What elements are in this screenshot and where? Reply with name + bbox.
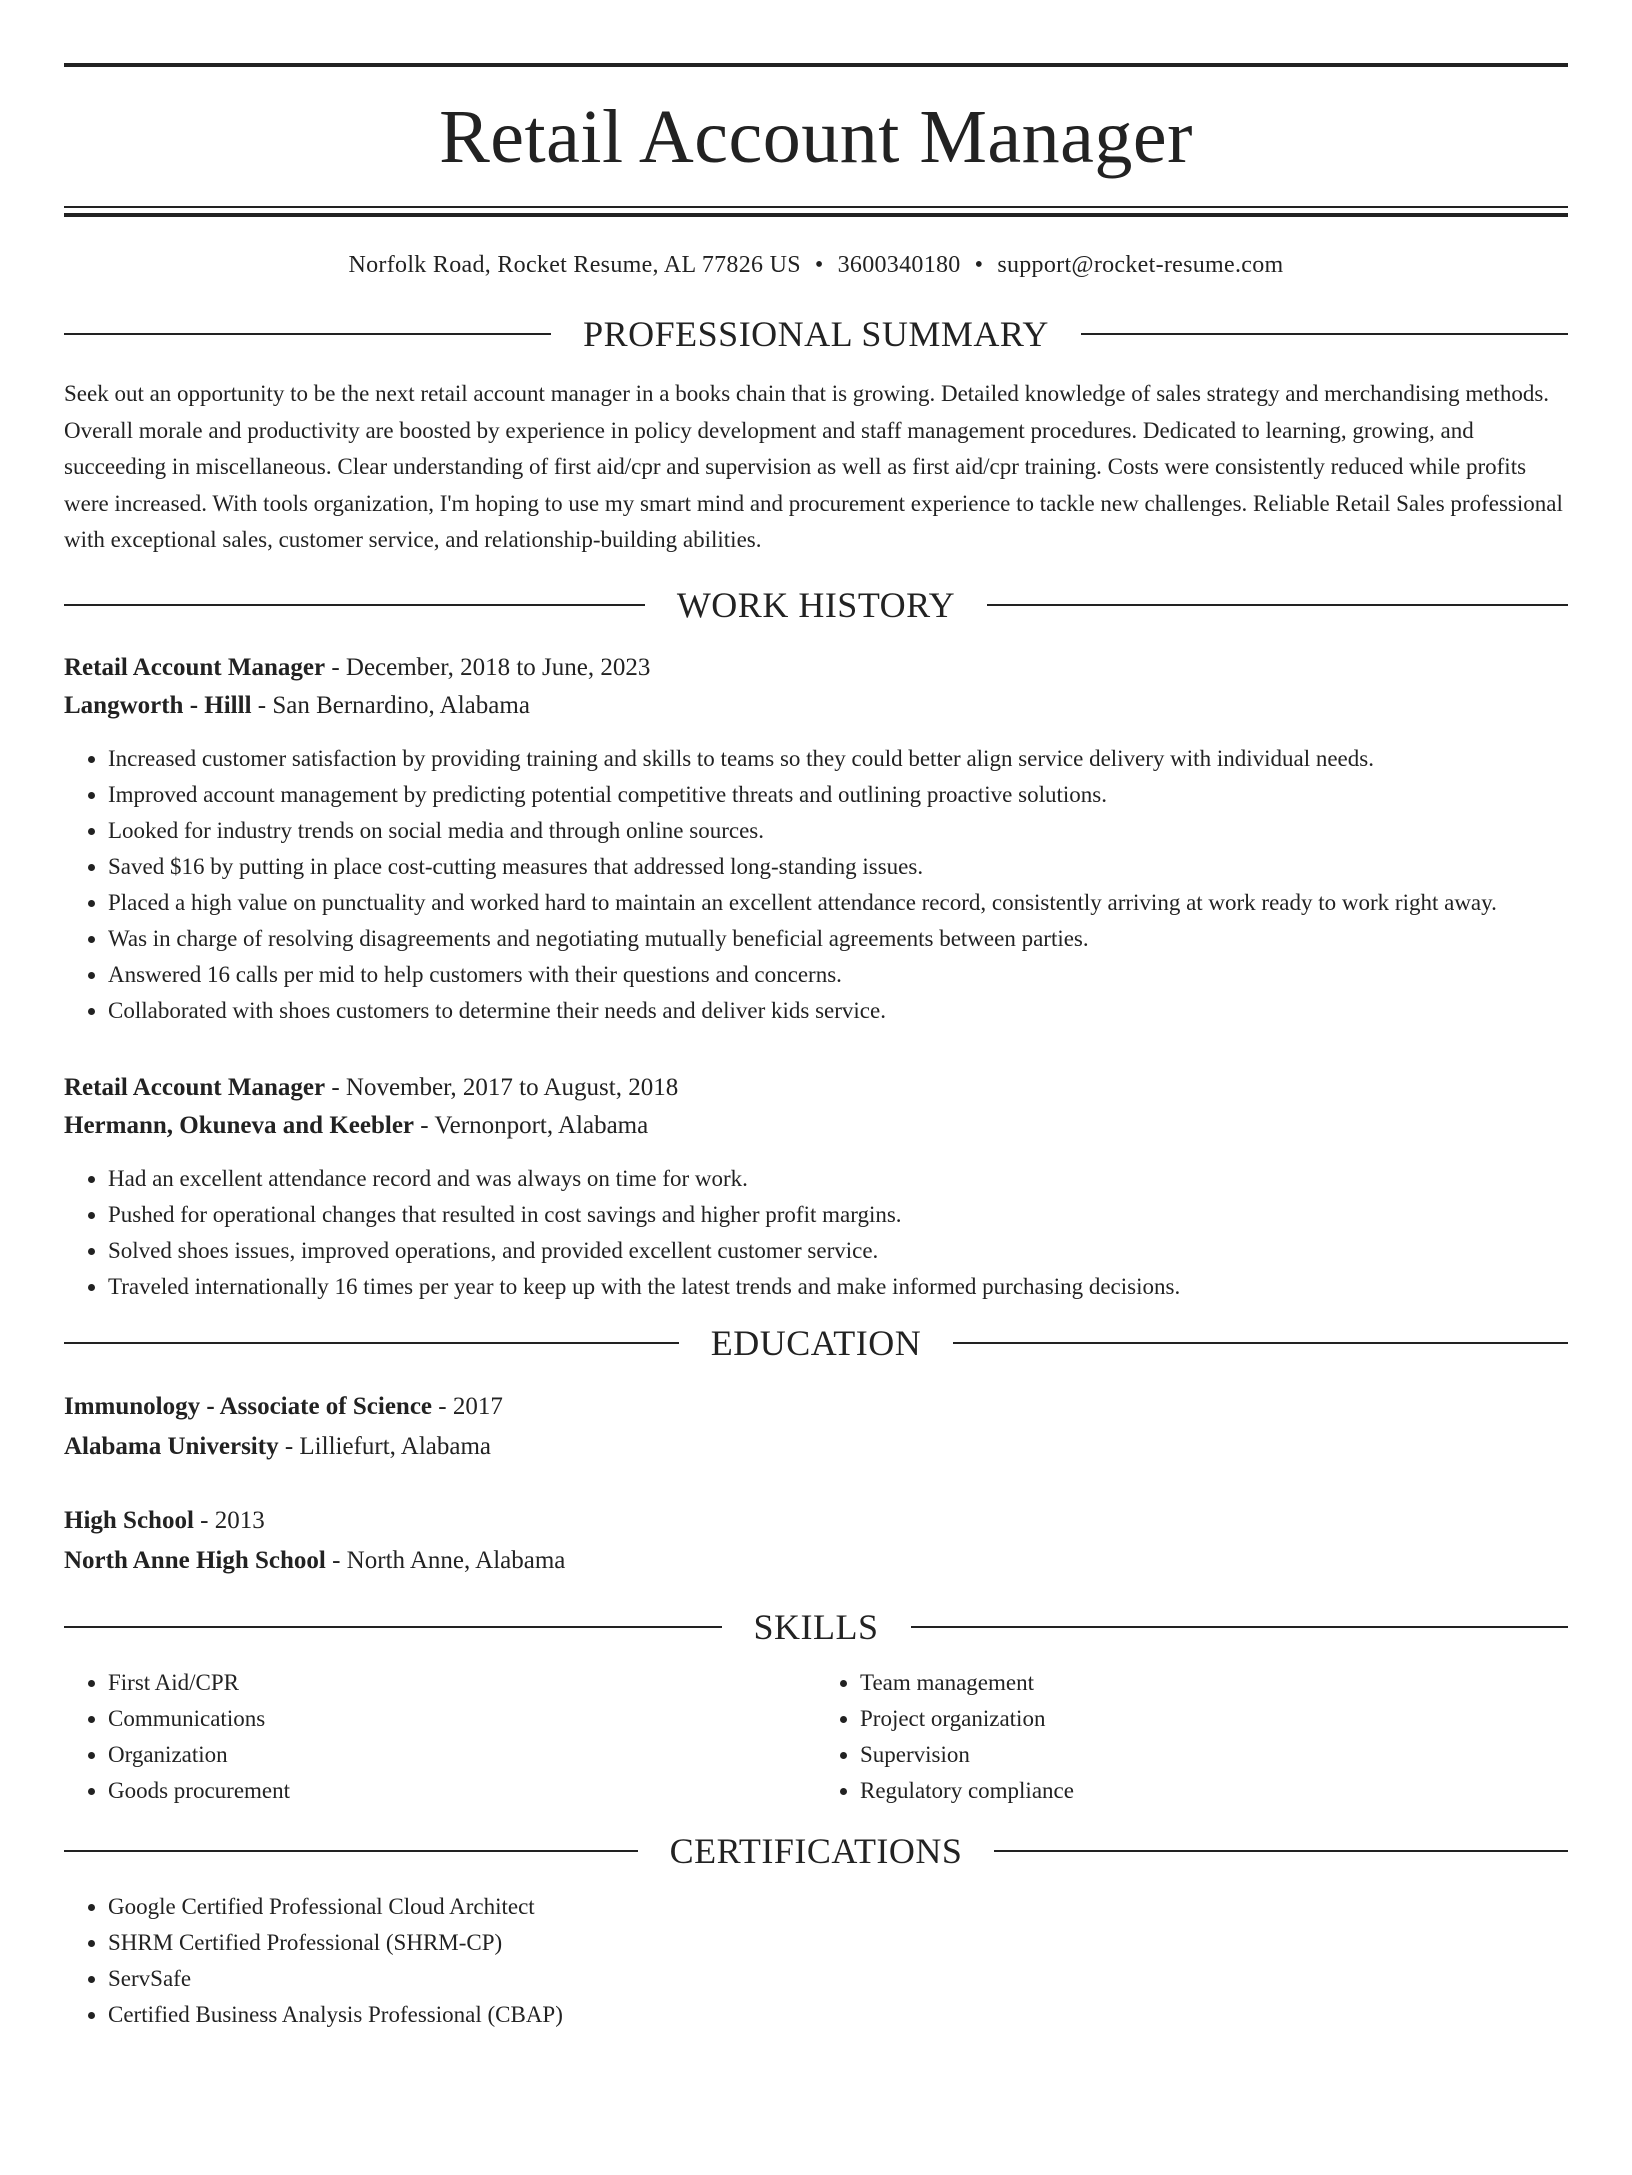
education-year: - 2013 xyxy=(193,1506,265,1534)
list-item: • Pushed for operational changes that resulted in cost savings and higher profit margins. xyxy=(108,1197,1568,1233)
list-item: • Increased customer satisfaction by providing training and skills to teams so they could better align service delivery with individual needs. xyxy=(108,741,1568,777)
list-item: • Saved $16 by putting in place cost-cutting measures that addressed long-standing issues. xyxy=(108,849,1568,885)
job-company-line xyxy=(64,687,1568,725)
summary-paragraph: Seek out an opportunity to be the next retail account manager in a books chain that is growing. Detailed knowledge of sales strategy and merchandising methods. Overall morale and productivity are boosted by experience in policy development and staff management procedures. Dedicated to learning, growing, and succeeding in miscellaneous. Clear understanding of first aid/cpr and supervision as well as first aid/cpr training. Costs were consistently reduced while profits were increased. With tools organization, I'm hoping to use my smart mind and procurement experience to tackle new challenges. Reliable Retail Sales professional with exceptional sales, customer service, and relationship-building abilities. xyxy=(64,381,1563,552)
job-entry xyxy=(64,649,1568,1029)
job-title-line xyxy=(64,1069,1568,1107)
list-item: • Placed a high value on punctuality and worked hard to maintain an excellent attendance record, consistently arriving at work ready to work right away. xyxy=(108,885,1568,921)
job-title: Retail Account Manager xyxy=(64,1073,326,1101)
section-rule-left xyxy=(64,604,645,606)
education-degree: Immunology - Associate of Science xyxy=(64,1392,433,1420)
job-title-line xyxy=(64,649,1568,687)
list-item: • Regulatory compliance xyxy=(860,1773,1568,1809)
list-item: • Improved account management by predicting potential competitive threats and outlining proactive solutions. xyxy=(108,777,1568,813)
skills-list-right xyxy=(816,1665,1568,1809)
education-degree: High School xyxy=(64,1506,194,1534)
contact-separator: • xyxy=(974,252,984,278)
list-item: • Collaborated with shoes customers to determine their needs and deliver kids service. xyxy=(108,993,1568,1029)
section-header-skills xyxy=(64,1607,1568,1647)
section-rule-left xyxy=(64,1342,679,1344)
list-item: • Project organization xyxy=(860,1701,1568,1737)
job-company: Langworth - Hilll xyxy=(64,691,252,719)
job-bullets xyxy=(64,741,1568,1029)
list-item: • SHRM Certified Professional (SHRM-CP) xyxy=(108,1925,1568,1961)
section-rule-right xyxy=(987,604,1568,606)
education-location: - North Anne, Alabama xyxy=(325,1546,566,1574)
certifications-list xyxy=(64,1889,1568,2033)
education-school-line xyxy=(64,1541,1568,1581)
section-header-summary xyxy=(64,314,1568,354)
education-entry xyxy=(64,1387,1568,1467)
section-header-work xyxy=(64,585,1568,625)
skills-list-left xyxy=(64,1665,816,1809)
section-rule-right xyxy=(911,1626,1569,1628)
section-title-summary: PROFESSIONAL SUMMARY xyxy=(583,314,1049,354)
education-school-line xyxy=(64,1427,1568,1467)
section-title-work: WORK HISTORY xyxy=(676,584,956,625)
header-double-rule xyxy=(64,206,1568,217)
list-item: • Google Certified Professional Cloud Architect xyxy=(108,1889,1568,1925)
job-dates: - November, 2017 to August, 2018 xyxy=(325,1073,679,1101)
contact-separator: • xyxy=(814,252,824,278)
list-item: • Goods procurement xyxy=(108,1773,816,1809)
section-header-certifications xyxy=(64,1831,1568,1871)
list-item: • Organization xyxy=(108,1737,816,1773)
education-degree-line xyxy=(64,1501,1568,1541)
section-header-education xyxy=(64,1323,1568,1363)
job-company-line xyxy=(64,1107,1568,1145)
job-location: - San Bernardino, Alabama xyxy=(251,691,530,719)
education-school: North Anne High School xyxy=(64,1546,326,1574)
job-location: - Vernonport, Alabama xyxy=(414,1111,649,1139)
education-degree-line xyxy=(64,1387,1568,1427)
education-school: Alabama University xyxy=(64,1432,279,1460)
section-title-education: EDUCATION xyxy=(710,1322,922,1363)
section-rule-right xyxy=(953,1342,1568,1344)
list-item: • Supervision xyxy=(860,1737,1568,1773)
list-item: • Had an excellent attendance record and was always on time for work. xyxy=(108,1161,1568,1197)
list-item: • ServSafe xyxy=(108,1961,1568,1997)
list-item: • Answered 16 calls per mid to help customers with their questions and concerns. xyxy=(108,957,1568,993)
skills-columns xyxy=(64,1665,1568,1809)
job-dates: - December, 2018 to June, 2023 xyxy=(325,653,651,681)
certifications-block xyxy=(64,1889,1568,2033)
contact-email: support@rocket-resume.com xyxy=(997,252,1284,278)
list-item: • Was in charge of resolving disagreements and negotiating mutually beneficial agreements between parties. xyxy=(108,921,1568,957)
list-item: • Certified Business Analysis Professional (CBAP) xyxy=(108,1997,1568,2033)
resume-page xyxy=(0,63,1632,2175)
education-entry xyxy=(64,1501,1568,1581)
section-rule-left xyxy=(64,333,551,335)
resume-title: Retail Account Manager xyxy=(439,95,1193,179)
section-rule-left xyxy=(64,1626,722,1628)
list-item: • Team management xyxy=(860,1665,1568,1701)
list-item: • Traveled internationally 16 times per year to keep up with the latest trends and make informed purchasing decisions. xyxy=(108,1269,1568,1305)
section-title-skills: SKILLS xyxy=(753,1606,879,1647)
contact-address: Norfolk Road, Rocket Resume, AL 77826 US xyxy=(348,252,801,278)
list-item: • Looked for industry trends on social media and through online sources. xyxy=(108,813,1568,849)
contact-line xyxy=(64,250,1568,280)
job-title: Retail Account Manager xyxy=(64,653,326,681)
list-item: • Communications xyxy=(108,1701,816,1737)
section-rule-right xyxy=(994,1850,1568,1852)
education-year: - 2017 xyxy=(432,1392,503,1420)
job-entry xyxy=(64,1069,1568,1305)
contact-phone: 3600340180 xyxy=(837,252,961,278)
section-rule-left xyxy=(64,1850,638,1852)
section-title-certifications: CERTIFICATIONS xyxy=(669,1830,963,1871)
list-item: • First Aid/CPR xyxy=(108,1665,816,1701)
list-item: • Solved shoes issues, improved operations, and provided excellent customer service. xyxy=(108,1233,1568,1269)
job-company: Hermann, Okuneva and Keebler xyxy=(64,1111,415,1139)
section-rule-right xyxy=(1081,333,1568,335)
job-bullets xyxy=(64,1161,1568,1305)
education-location: - Lilliefurt, Alabama xyxy=(278,1432,492,1460)
